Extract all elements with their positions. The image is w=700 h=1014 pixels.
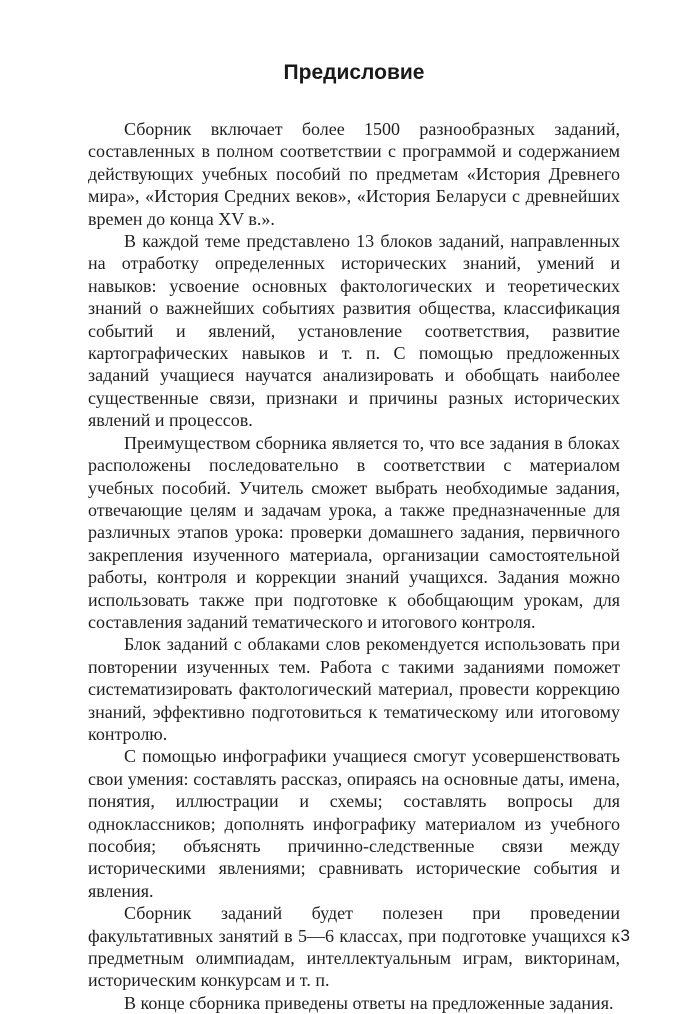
- paragraph-infographics: С помощью инфографики учащиеся смогут усовершенствовать свои умения: составлять рассказ, опираясь на основные даты, имена, понятия, иллюстрации и схемы; составлять вопросы для одноклассников; дополнять инфографику материалом из учебного пособия; объяснять причинно-следственные связи между историческими явлениями; сравнивать исторические события и явления.: [88, 746, 620, 901]
- preface-page: [88, 58, 620, 1014]
- paragraph-answers: В конце сборника приведены ответы на предложенные задания.: [124, 992, 614, 1013]
- paragraph-task-blocks: В каждой теме представлено 13 блоков заданий, направленных на отработку определенных исторических знаний, умений и навыков: усвоение основных фактологических и теоретических знаний о важнейших событиях развития общества, классификация событий и явлений, установление соответствия, развитие картографических навыков и т. п. С помощью предложенных заданий учащиеся научатся анализировать и обобщать наиболее существенные связи, признаки и причины разных исторических явлений и процессов.: [88, 231, 620, 431]
- paragraph-word-clouds: Блок заданий с облаками слов рекомендуется использовать при повторении изученных тем. Работа с такими заданиями поможет систематизировать фактологический материал, провести коррекцию знаний, эффективно подготовиться к тематическому или итоговому контролю.: [88, 634, 620, 744]
- page-title: Предисловие: [283, 61, 425, 84]
- paragraph-collection-overview: Сборник включает более 1500 разнообразных заданий, составленных в полном соответствии с программой и содержанием действующих учебных пособий по предметам «История Древнего мира», «История Средних веков», «История Беларуси с древнейших времен до конца XV в.».: [88, 119, 620, 229]
- paragraph-advantages: Преимуществом сборника является то, что все задания в блоках расположены последовательно в соответствии с материалом учебных пособий. Учитель сможет выбрать необходимые задания, отвечающие целям и задачам урока, а также предназначенные для различных этапов урока: проверки домашнего задания, первичного закрепления изученного материала, организации самостоятельной работы, контроля и коррекции знаний учащихся. Задания можно использовать также при подготовке к обобщающим урокам, для составления заданий тематического и итогового контроля.: [88, 432, 620, 632]
- paragraph-electives: Сборник заданий будет полезен при проведении факультативных занятий в 5—6 классах, при подготовке учащихся к предметным олимпиадам, интеллектуальным играм, викторинам, историческим конкурсам и т. п.: [88, 903, 620, 991]
- preface-body: [88, 118, 620, 1014]
- page-number: 3: [620, 926, 630, 945]
